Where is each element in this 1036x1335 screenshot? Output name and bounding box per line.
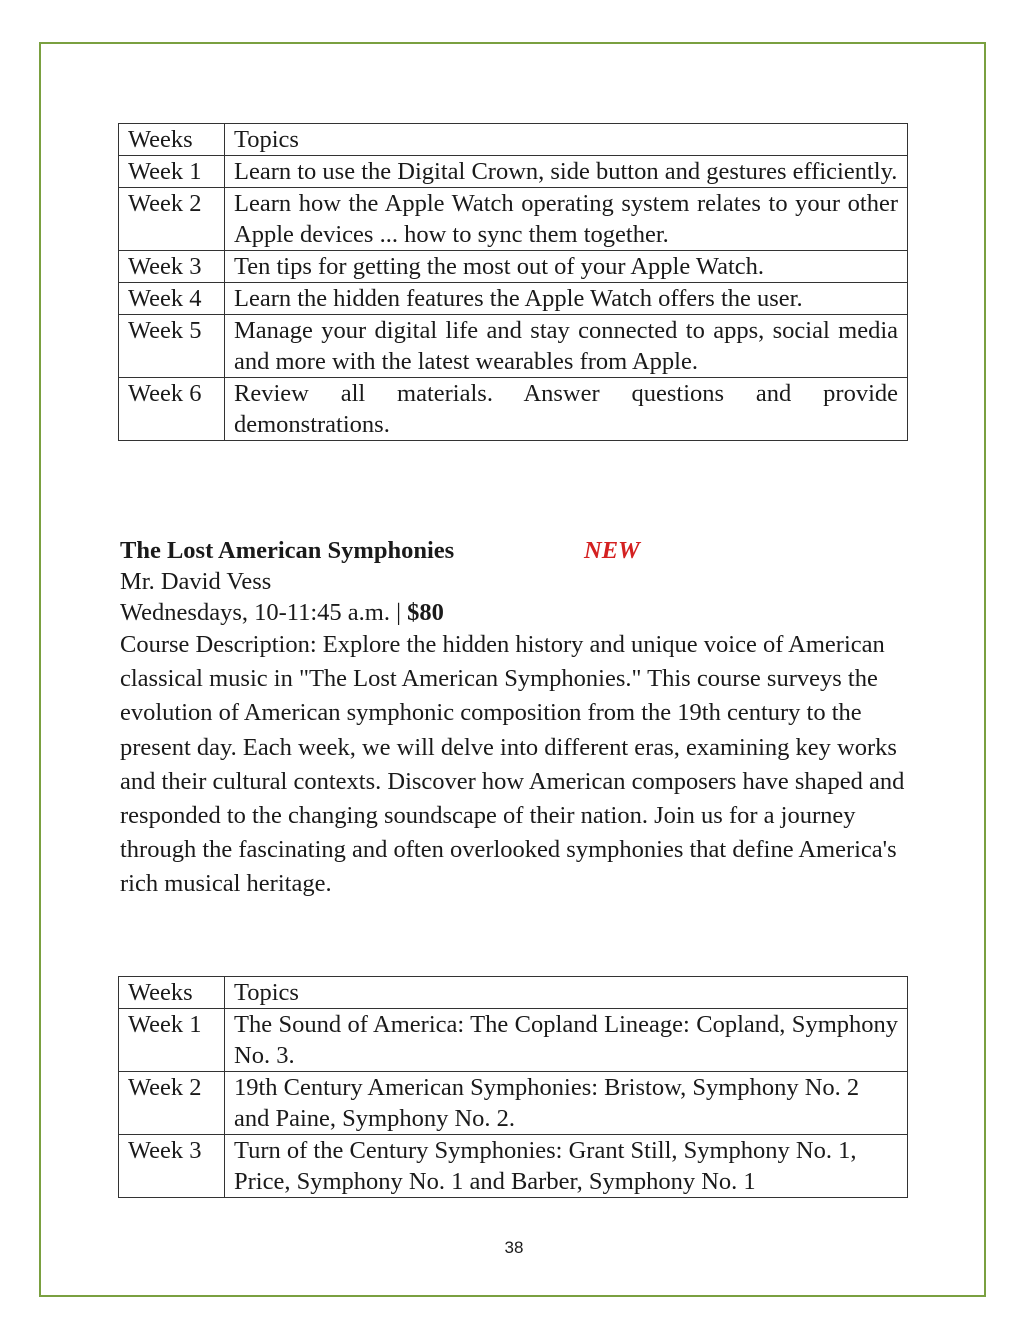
table-row: [119, 1072, 908, 1135]
topic-cell: Review all materials. Answer questions and provide demonstrations.: [225, 378, 908, 441]
week-cell: Week 2: [119, 1072, 225, 1135]
topic-cell: Learn the hidden features the Apple Watch offers the user.: [225, 283, 908, 315]
course-title: The Lost American Symphonies: [120, 537, 455, 564]
course-title-line: [120, 535, 920, 566]
table-row: [119, 1009, 908, 1072]
topic-cell: Turn of the Century Symphonies: Grant Still, Symphony No. 1, Price, Symphony No. 1 and Barber, Symphony No. 1: [225, 1135, 908, 1198]
course-listing: [120, 535, 920, 902]
course-schedule: Wednesdays, 10-11:45 a.m. |: [120, 599, 408, 626]
table-row: [119, 283, 908, 315]
page-number: 38: [504, 1238, 524, 1257]
table-row: [119, 315, 908, 378]
topic-cell: Learn to use the Digital Crown, side button and gestures efficiently.: [225, 156, 908, 188]
week-cell: Week 3: [119, 1135, 225, 1198]
week-cell: Week 1: [119, 1009, 225, 1072]
week-cell: Week 1: [119, 156, 225, 188]
topic-cell: Learn how the Apple Watch operating system relates to your other Apple devices ... how to sync them together.: [225, 188, 908, 251]
apple-watch-schedule-table: [118, 123, 908, 441]
week-cell: Week 6: [119, 378, 225, 441]
table-row: [119, 188, 908, 251]
header-topics: Topics: [225, 977, 908, 1009]
topic-cell: The Sound of America: The Copland Lineage: Copland, Symphony No. 3.: [225, 1009, 908, 1072]
week-cell: Week 4: [119, 283, 225, 315]
course-schedule-line: [120, 597, 920, 628]
header-weeks: Weeks: [119, 124, 225, 156]
course-description: Course Description: Explore the hidden history and unique voice of American classical music in "The Lost American Symphonies." This course surveys the evolution of American symphonic composition from the 19th century to the present day. Each week, we will delve into different eras, examining key works and their cultural contexts. Discover how American composers have shaped and responded to the changing soundscape of their nation. Join us for a journey through the fascinating and often overlooked symphonies that define America's rich musical heritage.: [120, 631, 905, 898]
table-row: [119, 156, 908, 188]
topic-cell: Ten tips for getting the most out of your Apple Watch.: [225, 251, 908, 283]
symphonies-schedule-table: [118, 976, 908, 1198]
week-cell: Week 2: [119, 188, 225, 251]
table-header-row: [119, 124, 908, 156]
table-row: [119, 251, 908, 283]
topic-cell: 19th Century American Symphonies: Bristow, Symphony No. 2 and Paine, Symphony No. 2.: [225, 1072, 908, 1135]
topic-cell: Manage your digital life and stay connected to apps, social media and more with the latest wearables from Apple.: [225, 315, 908, 378]
new-badge: NEW: [584, 537, 640, 564]
week-cell: Week 3: [119, 251, 225, 283]
week-cell: Week 5: [119, 315, 225, 378]
header-weeks: Weeks: [119, 977, 225, 1009]
table-row: [119, 1135, 908, 1198]
course-price: $80: [407, 599, 444, 626]
header-topics: Topics: [225, 124, 908, 156]
table-row: [119, 378, 908, 441]
course-instructor: Mr. David Vess: [120, 568, 272, 595]
table-header-row: [119, 977, 908, 1009]
